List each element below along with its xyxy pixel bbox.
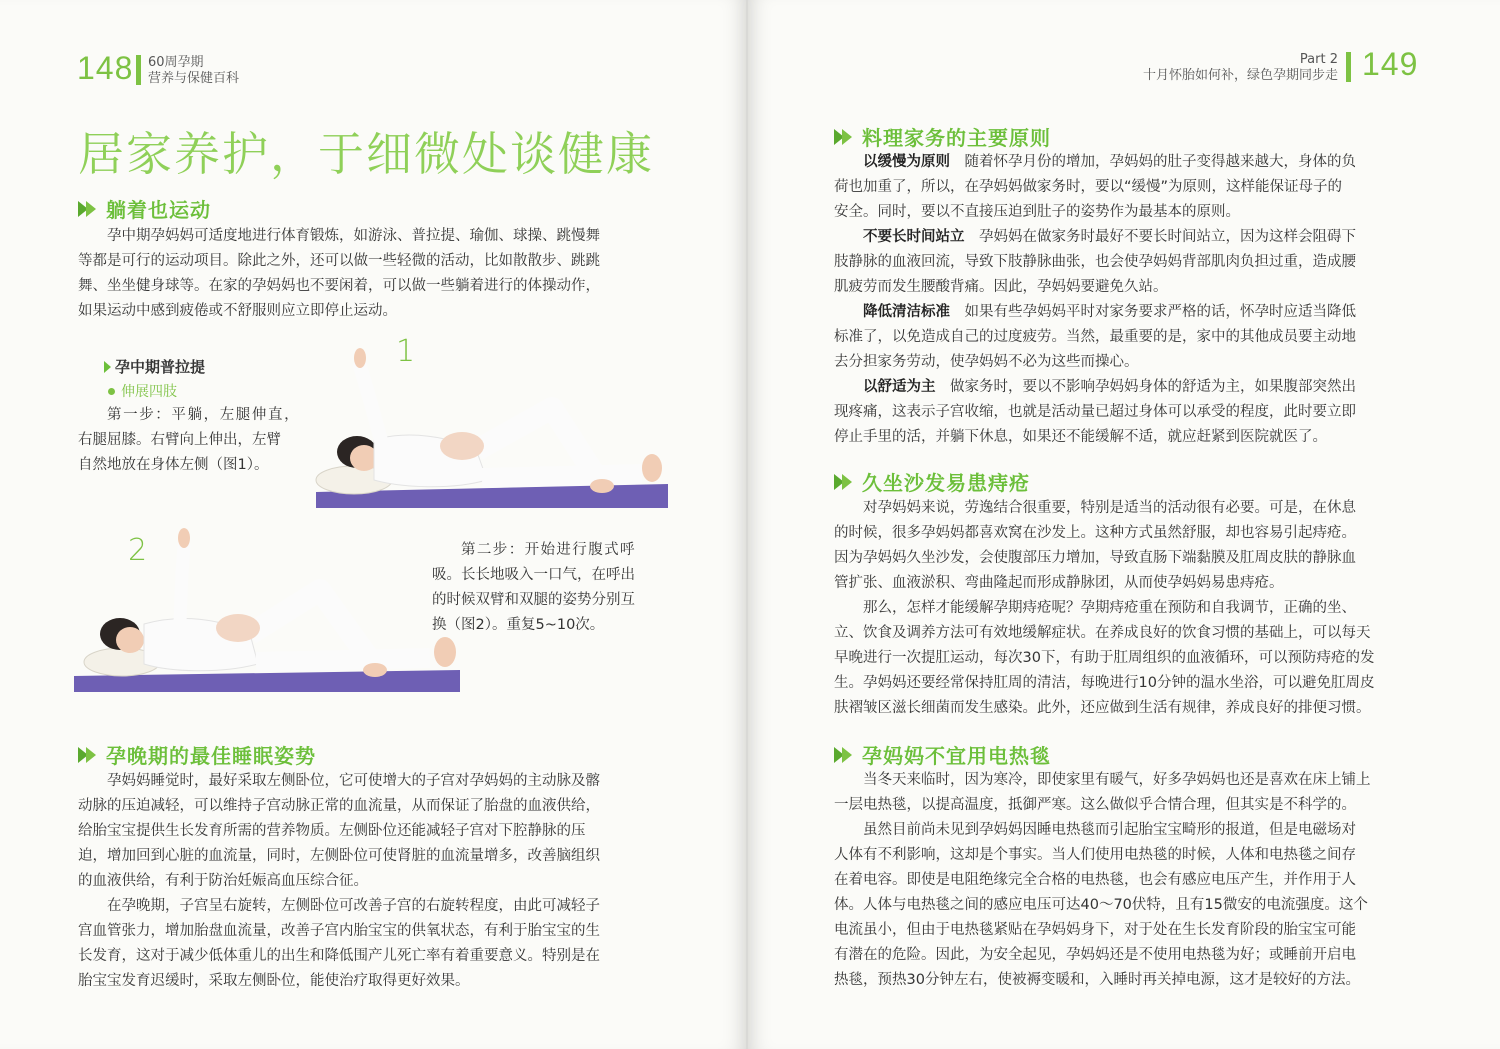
section-arrow-icon (78, 200, 100, 218)
hand (354, 348, 366, 368)
text-line: 的时候双臂和双腿的姿势分别互 (432, 592, 635, 608)
belly (216, 614, 260, 642)
left-page (0, 0, 746, 1049)
text-line: 一层电热毯，以提高温度，抵御严寒。这么做似乎合情合理，但其实是不科学的。 (834, 797, 1356, 813)
text-line: 人体有不利影响，这却是个事实。当人们使用电热毯的时候，人体和电热毯之间存 (834, 847, 1356, 863)
straight-leg (256, 658, 430, 662)
exercise-subheading-text: 伸展四肢 (121, 384, 177, 400)
item-label: 以舒适为主 (863, 379, 936, 395)
dot-bullet-icon (108, 388, 115, 395)
text-line (834, 225, 1414, 250)
right-page (748, 0, 1500, 1049)
step2-text (432, 538, 660, 638)
text-line: 右腿屈膝。右臂向上伸出，左臂 (78, 432, 281, 448)
item-text: 随着怀孕月份的增加，孕妈妈的肚子变得越来越大，身体的负 (964, 154, 1356, 170)
text-line: 的时候，很多孕妈妈都喜欢窝在沙发上。这种方式虽然舒服，却也容易引起痔疮。 (834, 525, 1356, 541)
text-line: 换（图2）。重复5~10次。 (432, 617, 605, 633)
raised-arm (180, 546, 184, 622)
text-line: 体。人体与电热毯之间的感应电压可达40～70伏特，且有15微安的电流强度。这个 (834, 897, 1368, 913)
section-title: 料理家务的主要原则 (862, 126, 1051, 150)
text-line (834, 300, 1414, 325)
triangle-bullet-icon (104, 361, 111, 373)
text-line (834, 375, 1414, 400)
foot (434, 637, 456, 667)
foot (363, 663, 387, 677)
text-line: 标准了，以免造成自己的过度疲劳。当然，最重要的是，家中的其他成员要主动地 (834, 329, 1356, 345)
section-heading (834, 467, 1030, 496)
text-line: 热毯，预热30分钟左右，使被褥变暖和，入睡时再关掉电源，这才是较好的方法。 (834, 972, 1360, 988)
text-line: 宫血管张力，增加胎盘血流量，改善子宫内胎宝宝的供氧状态，有利于胎宝宝的生 (78, 923, 600, 939)
item-text: 做家务时，要以不影响孕妈妈身体的舒适为主，如果腹部突然出 (950, 379, 1356, 395)
text-line: 安全。同时，要以不直接压迫到肚子的姿势作为最基本的原则。 (834, 204, 1240, 220)
section-title: 孕晚期的最佳睡眠姿势 (106, 744, 316, 768)
text-line: 电流虽小，但由于电热毯紧贴在孕妈妈身下，对于处在生长发育阶段的胎宝宝可能 (834, 922, 1356, 938)
text-line: 等都是可行的运动项目。除此之外，还可以做一些轻微的活动，比如散散步、跳跳 (78, 253, 600, 269)
text-line: 孕中期孕妈妈可适度地进行体育锻炼，如游泳、普拉提、瑜伽、球操、跳慢舞 (107, 228, 600, 244)
text-line: 肢静脉的血液回流，导致下肢静脉曲张，也会使孕妈妈背部肌肉负担过重，造成腰 (834, 254, 1356, 270)
text-line: 胎宝宝发育迟缓时，采取左侧卧位，能使治疗取得更好效果。 (78, 973, 470, 989)
part-label: Part 2 (1299, 52, 1338, 67)
section-heading (78, 740, 316, 769)
item-text: 孕妈妈在做家务时最好不要长时间站立，因为这样会阻碍下 (979, 229, 1356, 245)
text-line: 吸。长长地吸入一口气，在呼出 (432, 567, 635, 583)
section-arrow-icon (834, 473, 856, 491)
book-title-line: 营养与保健百科 (148, 71, 240, 86)
section-body (78, 769, 658, 994)
text-line: 给胎宝宝提供生长发育所需的营养物质。左侧卧位还能减轻子宫对下腔静脉的压 (78, 823, 586, 839)
text-line: 肌疲劳而发生腰酸背痛。因此，孕妈妈要避免久站。 (834, 279, 1168, 295)
exercise-heading (104, 356, 205, 377)
figure-1-illustration (312, 340, 672, 512)
hand (178, 528, 190, 548)
text-line: 因为孕妈妈久坐沙发，会使腹部压力增加，导致直肠下端黏膜及肛周皮肤的静脉血 (834, 550, 1356, 566)
text-line: 迫，增加回到心脏的血流量，同时，左侧卧位可使肾脏的血流量增多，改善脑组织 (78, 848, 600, 864)
text-line: 第二步：开始进行腹式呼 (461, 542, 636, 558)
text-line (834, 150, 1414, 175)
text-line: 现疼痛，这表示子宫收缩，也就是活动量已超过身体可以承受的程度，此时要立即 (834, 404, 1356, 420)
text-line: 第一步：平躺，左腿伸直， (107, 407, 301, 423)
text-line: 去分担家务劳动，使孕妈妈不必为这些而操心。 (834, 354, 1139, 370)
face (116, 627, 144, 653)
chapter-title: 居家养护，于细微处谈健康 (78, 127, 654, 181)
section-title: 久坐沙发易患痔疮 (862, 471, 1030, 495)
foot (590, 479, 614, 493)
text-line: 在着电容。即使是电阻绝缘完全合格的电热毯，也会有感应电压产生，并作用于人 (834, 872, 1356, 888)
foot (642, 454, 662, 482)
section-title: 躺着也运动 (106, 198, 211, 222)
text-line: 管扩张、血液淤积、弯曲隆起而形成静脉团，从而使孕妈妈易患痔疮。 (834, 575, 1284, 591)
text-line: 生。孕妈妈还要经常保持肛周的清洁，每晚进行10分钟的温水坐浴，可以避免肛周皮 (834, 675, 1375, 691)
text-line: 长发育，这对于减少低体重儿的出生和降低围产儿死亡率有着重要意义。特别是在 (78, 948, 600, 964)
part-header (1143, 52, 1338, 84)
exercise-heading-text: 孕中期普拉提 (115, 358, 206, 376)
text-line: 孕妈妈睡觉时，最好采取左侧卧位，它可使增大的子宫对孕妈妈的主动脉及髂 (107, 773, 600, 789)
text-line: 舞、坐坐健身球等。在家的孕妈妈也不要闲着，可以做一些躺着进行的体操动作， (78, 278, 600, 294)
text-line: 对孕妈妈来说，劳逸结合很重要，特别是适当的活动很有必要。可是，在休息 (863, 500, 1356, 516)
section-body (834, 768, 1414, 993)
header-divider (136, 55, 141, 85)
text-line: 荷也加重了，所以，在孕妈妈做家务时，要以“缓慢”为原则，这样能保证母子的 (834, 179, 1343, 195)
text-line: 当冬天来临时，因为寒冷，即使家里有暖气，好多孕妈妈也还是喜欢在床上铺上 (863, 772, 1371, 788)
section-arrow-icon (834, 128, 856, 146)
figure-2-illustration (70, 528, 465, 694)
section-body (834, 496, 1414, 721)
section-body (834, 150, 1414, 450)
text-line: 在孕晚期，子宫呈右旋转，左侧卧位可改善子宫的右旋转程度，由此可减轻子 (107, 898, 600, 914)
text-line: 虽然目前尚未见到孕妈妈因睡电热毯而引起胎宝宝畸形的报道，但是电磁场对 (863, 822, 1356, 838)
page-number: 148 (77, 50, 134, 86)
text-line: 自然地放在身体左侧（图1）。 (78, 457, 269, 473)
section-heading (834, 122, 1051, 151)
book-title-line: 60周孕期 (148, 55, 204, 70)
text-line: 早晚进行一次提肛运动，每次30下，有助于肛周组织的血液循环，可以预防痔疮的发 (834, 650, 1375, 666)
step1-text (78, 403, 314, 478)
text-line: 如果运动中感到疲倦或不舒服则应立即停止运动。 (78, 303, 397, 319)
item-text: 如果有些孕妈妈平时对家务要求严格的话，怀孕时应适当降低 (964, 304, 1356, 320)
item-label: 不要长时间站立 (863, 229, 965, 245)
section-title: 孕妈妈不宜用电热毯 (862, 744, 1051, 768)
page-number: 149 (1362, 46, 1419, 82)
section-arrow-icon (834, 746, 856, 764)
book-title (148, 55, 239, 87)
belly (440, 432, 484, 460)
section-heading (78, 194, 211, 223)
header-divider (1346, 52, 1351, 82)
figure-number: 1 (396, 334, 416, 369)
section-heading (834, 740, 1051, 769)
figure-number: 2 (128, 533, 148, 568)
text-line: 的血液供给，有利于防治妊娠高血压综合征。 (78, 873, 368, 889)
text-line: 停止手里的活，并躺下休息，如果还不能缓解不适，就应赶紧到医院就医了。 (834, 429, 1327, 445)
item-label: 以缓慢为原则 (863, 154, 950, 170)
section-arrow-icon (78, 746, 100, 764)
text-line: 有潜在的危险。因此，为安全起见，孕妈妈还是不使用电热毯为好；或睡前开启电 (834, 947, 1356, 963)
straight-leg (482, 474, 642, 478)
item-label: 降低清洁标准 (863, 304, 950, 320)
section-body (78, 224, 658, 324)
text-line: 肤褶皱区滋长细菌而发生感染。此外，还应做到生活有规律，养成良好的排便习惯。 (834, 700, 1371, 716)
text-line: 立、饮食及调养方法可有效地缓解症状。在养成良好的饮食习惯的基础上，可以每天 (834, 625, 1371, 641)
bent-leg (250, 590, 370, 660)
exercise-subheading (108, 381, 177, 401)
part-subtitle: 十月怀胎如何补，绿色孕期同步走 (1142, 68, 1338, 83)
text-line: 动脉的压迫减轻，可以维持子宫动脉正常的血流量，从而保证了胎盘的血液供给， (78, 798, 600, 814)
text-line: 那么，怎样才能缓解孕期痔疮呢？孕期痔疮重在预防和自我调节，正确的坐、 (863, 600, 1356, 616)
raised-arm (360, 366, 382, 444)
